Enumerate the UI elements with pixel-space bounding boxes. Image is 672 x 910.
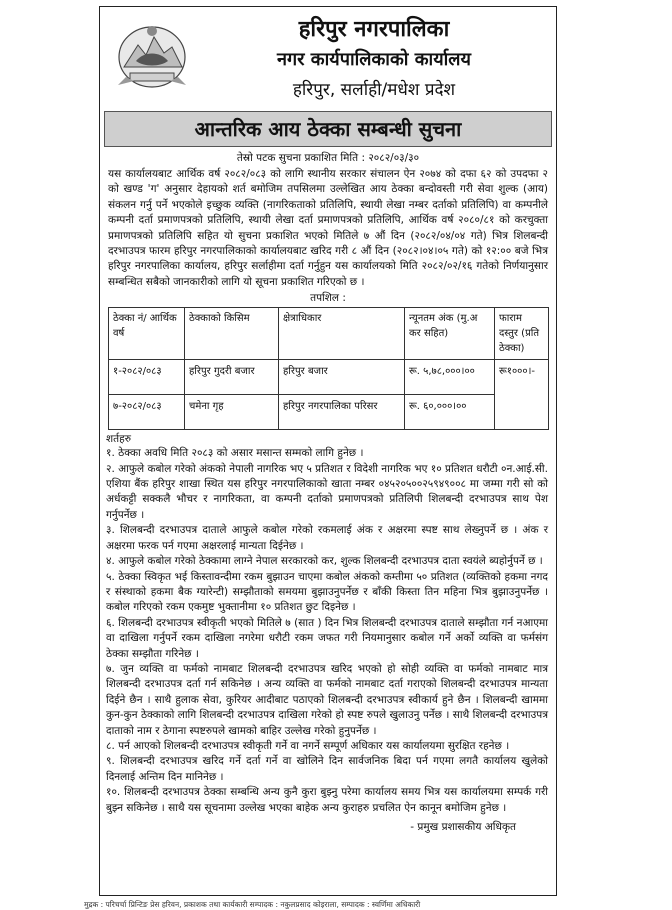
table-cell: रू. ५,७८,०००।०० xyxy=(405,360,495,395)
table-cell: हरिपुर नगरपालिका परिसर xyxy=(279,395,405,430)
condition-item: ४. आफुले कबोल गरेको ठेक्कामा लाग्ने नेपाल सरकारको कर, शुल्क शिलबन्दी दरभाउपत्र दाता स्वयंले ब्यहोर्नुपर्ने छ । xyxy=(106,555,543,568)
footer-strip: मुद्रक : परिचर्चा प्रिन्टिङ प्रेस हरिवन, प्रकाशक तथा कार्यकारी सम्पादक : नकुलप्रसाद कोइराला, सम्पादक : स्वर्णिमा अधिकारी xyxy=(84,900,421,909)
office-address: हरिपुर, सर्लाही/मधेश प्रदेश xyxy=(292,80,456,100)
publish-date: तेस्रो पटक सुचना प्रकाशित मिति : २०८२/०३/३० xyxy=(236,152,420,164)
table-cell: ७-२०८२/०८३ xyxy=(109,395,185,430)
condition-item: ९. शिलबन्दी दरभाउपत्र खरिद गर्ने दर्ता गर्ने वा खोलिने दिन सार्वजनिक बिदा पर्न गएमा लगतै कार्यालय खुलेको दिनलाई अन्तिम दिन मानिनेछ । xyxy=(106,755,548,783)
conditions-title: शर्तहरु xyxy=(106,433,131,446)
nepal-emblem-icon xyxy=(114,21,190,91)
notice-page xyxy=(99,6,557,896)
table-cell: रू. ६०,०००।०० xyxy=(405,395,495,430)
condition-item: १०. शिलबन्दी दरभाउपत्र ठेक्का सम्बन्धि अन्य कुनै कुरा बुझ्नु परेमा कार्यालय समय भित्र यस कार्यालयमा सम्पर्क गरी बुझ्न सकिनेछ । साथै यस सूचनामा उल्लेख भएका बाहेक अन्य कुराहरु प्रचलित ऐन कानून बमोजिम हुनेछ । xyxy=(106,786,548,814)
table-row xyxy=(109,395,549,430)
condition-item: ५. ठेक्का स्विकृत भई किस्तावन्दीमा रकम बुझाउन चाएमा कबोल अंकको कम्तीमा ५० प्रतिशत (व्यक्तिको हकमा नगद र संस्थाको हकमा बैक ग्यारेन्टी) सम्झौताको समयमा बुझाउनुपर्नेछ र बाँकी किस्ता तिन महिना भित्र बुझाउनुपर्नेछ । कबोल गरिएको रकम एकमुष्ट भुक्तानीमा १० प्रतिशत छुट दिइनेछ । xyxy=(106,570,548,614)
signature: - प्रमुख प्रशासकीय अधिकृत xyxy=(410,821,516,833)
table-label: तपशिल : xyxy=(310,292,346,305)
column-header: न्यूनतम अंक (मु.अ कर सहित) xyxy=(405,308,495,360)
contract-table xyxy=(108,307,549,430)
table-header-row xyxy=(109,308,549,360)
table-row xyxy=(109,360,549,395)
municipality-title: हरिपुर नगरपालिका xyxy=(298,17,450,42)
table-cell: १-२०८२/०८३ xyxy=(109,360,185,395)
conditions-list xyxy=(100,446,556,816)
condition-item: ७. जुन व्यक्ति वा फर्मको नामबाट शिलबन्दी दरभाउपत्र खरिद भएको हो सोही व्यक्ति वा फर्मको नामबाट मात्र शिलबन्दी दरभाउपत्र दर्ता गर्न सकिनेछ । अन्य व्यक्ति वा फर्मको नामबाट दर्ता गराएको शिलबन्दी दरभाउपत्र मान्यता दिईने छैन । साथै हुलाक सेवा, कुरियर आदीबाट पठाएको शिलबन्दी दरभाउपत्र स्वीकार्य हुने छैन । शिलबन्दी खाममा कुन-कुन ठेक्काको लागि शिलबन्दी दरभाउपत्र दाखिला गरेको हो स्पष्ट रुपले खुलाउनु पर्नेछ । साथै शिलबन्दी दरभाउपत्र दाताको नाम र ठेगाना स्पष्टरुपले खामको बाहिर उल्लेख गरेको हुनुपर्नेछ । xyxy=(106,662,548,737)
column-header: फाराम दस्तुर (प्रति ठेक्का) xyxy=(495,308,549,360)
office-subtitle: नगर कार्यपालिकाको कार्यालय xyxy=(277,49,471,70)
table-cell: चमेना गृह xyxy=(185,395,279,430)
condition-item: ६. शिलबन्दी दरभाउपत्र स्वीकृती भएको मितिले ७ (सात ) दिन भित्र शिलबन्दी दरभाउपत्र दाताले सम्झौता गर्न नआएमा वा दाखिला गर्नुपर्ने रकम दाखिला नगरेमा धरौटी रकम जफत गरी नियमानुसार कबोल गर्ने अर्को व्यक्ति वा फर्मसंग ठेक्का सम्झौता गरिनेछ । xyxy=(106,616,548,660)
header xyxy=(100,7,556,107)
column-header: ठेक्का नं/ आर्थिक वर्ष xyxy=(109,308,185,360)
condition-item: ३. शिलबन्दी दरभाउपत्र दाताले आफुले कबोल गरेको रकमलाई अंक र अक्षरमा स्पष्ट साथ लेख्नुपर्ने छ । अंक र अक्षरमा फरक पर्न गएमा अक्षरलाई मान्यता दिईनेछ । xyxy=(106,524,548,552)
column-header: ठेक्काको किसिम xyxy=(185,308,279,360)
notice-title: आन्तरिक आय ठेक्का सम्बन्धी सुचना xyxy=(104,111,552,147)
condition-item: १. ठेक्का अवधि मिति २०८३ को असार मसान्त सम्मको लागि हुनेछ । xyxy=(106,447,364,460)
table-cell: रू१०००।- xyxy=(495,360,549,430)
column-header: क्षेत्राधिकार xyxy=(279,308,405,360)
condition-item: २. आफुले कबोल गरेको अंकको नेपाली नागरिक भए ५ प्रतिशत र विदेशी नागरिक भए १० प्रतिशत धरौटी ०न.आई.सी. एशिया बैंक हरिपुर शाखा स्थित यस हरिपुर नगरपालिकाको खाता नम्बर ०४५२०५००२५९४९००८ मा जम्मा गरी सो को अर्धकट्टी सक्कलै भौचर र नागरिकता, वा कम्पनी दर्ताको प्रमाणपत्रको प्रतिलिपी शिलबन्दी दरभाउपत्र साथ पेश गर्नुपर्नेछ । xyxy=(106,462,548,521)
table-cell: हरिपुर गुदरी बजार xyxy=(185,360,279,395)
condition-item: ८. पर्न आएको शिलबन्दी दरभाउपत्र स्वीकृती गर्ने वा नगर्ने सम्पूर्ण अधिकार यस कार्यालयमा सुरक्षित रहनेछ । xyxy=(106,739,510,752)
intro-paragraph: यस कार्यालयबाट आर्थिक वर्ष २०८२/०८३ को लागि स्थानीय सरकार संचालन ऐन २०७४ को दफा ६२ को उपदफा २ को खण्ड 'ग' अनुसार देहायको शर्त बमोजिम तपसिलमा उल्लेखित आय ठेक्का बन्दोवस्ती गरी सेवा शुल्क (आय) संकलन गर्नु पर्ने भएकोले इच्छुक व्यक्ति (नागरिकताको प्रतिलिपि, स्थायी लेखा नम्बर दर्ताको प्रतिलिपि) वा कम्पनीले कम्पनी दर्ता प्रमाणपत्रको प्रतिलिपि, स्थायी लेखा दर्ता प्रमाणपत्रको प्रतिलिपि, आर्थिक वर्ष २०८०/८१ को करचुक्ता प्रमाणपत्रको प्रतिलिपि सहित यो सुचना प्रकाशित भएको मितिले ७ औं दिन (२०८२/०४/०४ गते) भित्र शिलबन्दी दरभाउपत्र फारम हरिपुर नगरपालिकाको कार्यालयबाट खरिद गरी ८ औं दिन (२०८२।०४।०५ गते) को १२:०० बजे भित्र हरिपुर नगरपालिका कार्यालय, हरिपुर सर्लाहीमा दर्ता गर्नुहुन यस कार्यालयको मिति २०८२/०२/१६ गतेको निर्णयानुसार सम्बन्धित सबैको जानकारीको लागि यो सूचना प्रकाशित गरिएको छ । xyxy=(108,168,548,288)
table-cell: हरिपुर बजार xyxy=(279,360,405,395)
